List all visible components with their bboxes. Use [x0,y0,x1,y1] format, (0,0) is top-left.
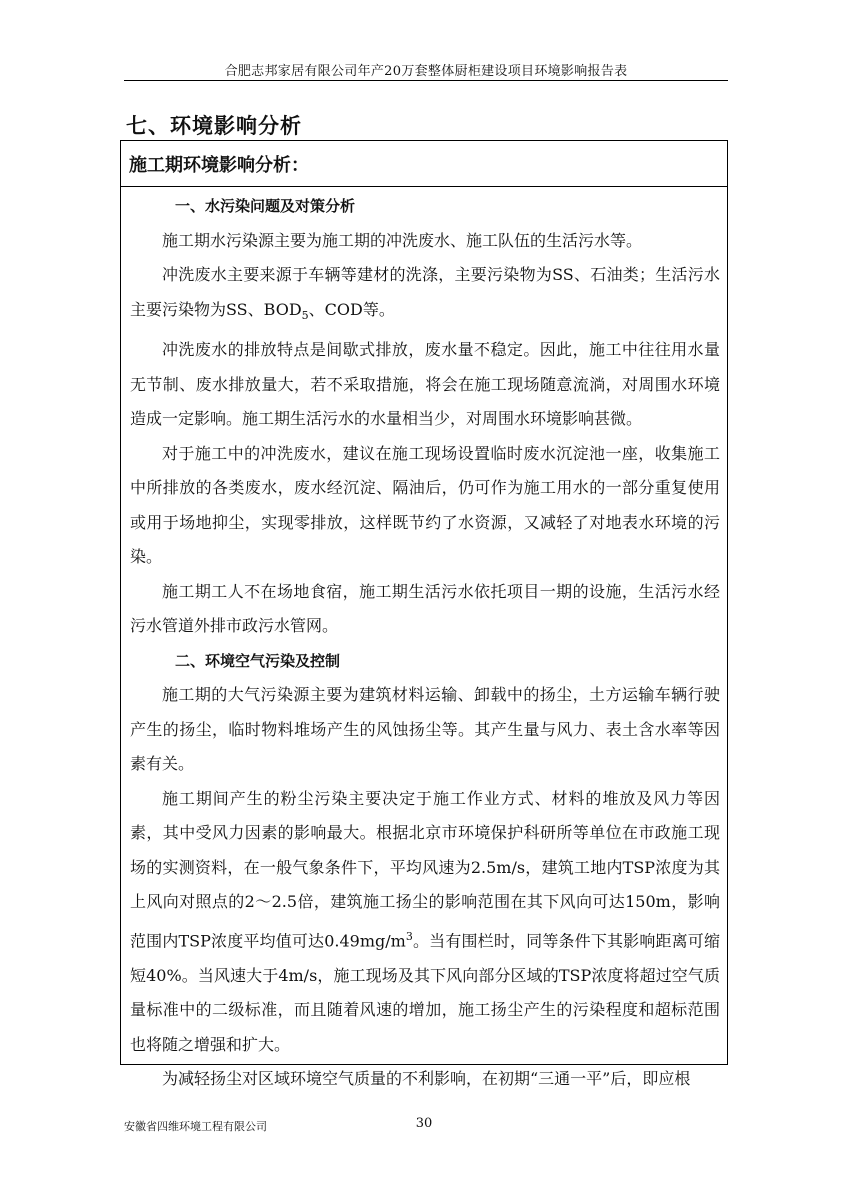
water-paragraph-1: 施工期水污染源主要为施工期的冲洗废水、施工队伍的生活污水等。 [162,230,643,250]
air-paragraph-1: 施工期的大气污染源主要为建筑材料运输、卸载中的扬尘，土方运输车辆行驶产生的扬尘，临时物料堆场产生的风蚀扬尘等。其产生量与风力、表土含水率等因素有关。 [130,685,720,774]
section-title: 七、环境影响分析 [126,113,302,138]
water-paragraph-5: 施工期工人不在场地食宿，施工期生活污水依托项目一期的设施，生活污水经污水管道外排市政污水管网。 [130,581,720,636]
air-paragraph-2 [130,782,720,1062]
air-p2-text-a: 施工期间产生的粉尘污染主要决定于施工作业方式、材料的堆放及风力等因素，其中受风力因素的影响最大。根据北京市环境保护科研所等单位在市政施工现场的实测资料，在一般气象条件下，平均风速为2.5m/s，建筑工地内TSP浓度为其上风向对照点的2～2.5倍，建筑施工扬尘的影响范围在其下风向可达150m，影响范围内TSP浓度平均值可达0.49mg/m [130,788,720,951]
air-p2-text-b: 。当有围栏时，同等条件下其影响距离可缩短40%。当风速大于4m/s，施工现场及其下风向部分区域的TSP浓度将超过空气质量标准中的二级标准，而且随着风速的增加，施工扬尘产生的污染程度和超标范围也将随之增强和扩大。 [130,931,720,1054]
bod-subscript: 5 [301,308,309,322]
water-paragraph-2 [130,258,720,333]
water-p2-text-a: 冲洗废水主要来源于车辆等建材的洗涤，主要污染物为SS、石油类；生活污水主要污染物为SS、BOD [130,265,720,319]
air-heading: 二、环境空气污染及控制 [175,651,341,670]
running-header: 合肥志邦家居有限公司年产20万套整体厨柜建设项目环境影响报告表 [224,64,628,79]
water-paragraph-3: 冲洗废水的排放特点是间歇式排放，废水量不稳定。因此，施工中往往用水量无节制、废水排放量大，若不采取措施，将会在施工现场随意流淌，对周围水环境造成一定影响。施工期生活污水的水量相当少，对周围水环境影响甚微。 [130,340,720,429]
water-p2-text-b: 、COD等。 [308,299,395,319]
analysis-box [120,140,728,1089]
water-heading: 一、水污染问题及对策分析 [175,197,356,215]
box-title: 施工期环境影响分析： [129,155,309,176]
cubic-superscript: 3 [405,929,413,943]
box-divider [121,186,727,187]
page-number: 30 [415,1116,433,1131]
air-paragraph-3: 为减轻扬尘对区域环境空气质量的不利影响，在初期“三通一平”后，即应根 [162,1069,691,1089]
header-rule [124,80,728,81]
water-paragraph-4: 对于施工中的冲洗废水，建议在施工现场设置临时废水沉淀池一座，收集施工中所排放的各类废水，废水经沉淀、隔油后，仍可作为施工用水的一部分重复使用或用于场地抑尘，实现零排放，这样既节约了水资源，又减轻了对地表水环境的污染。 [130,443,720,567]
footer-company: 安徽省四维环境工程有限公司 [124,1120,267,1133]
box-content [130,189,720,1097]
